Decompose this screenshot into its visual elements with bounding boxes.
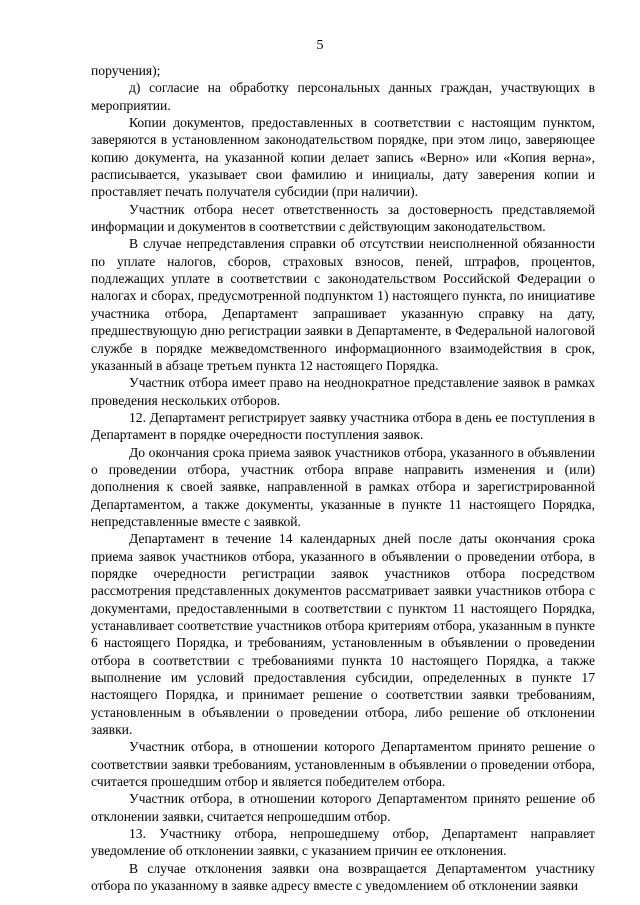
document-body: [91, 62, 595, 895]
paragraph: Участник отбора, в отношении которого Департаментом принято решение о соответствии заявки требованиям, установленным в объявлении о проведении отбора, считается прошедшим отбор и является победителем отбора.: [91, 739, 595, 790]
paragraph: Участник отбора несет ответственность за достоверность представляемой информации и документов в соответствии с действующим законодательством.: [91, 201, 595, 235]
paragraph: 12. Департамент регистрирует заявку участника отбора в день ее поступления в Департамент в порядке очередности поступления заявок.: [91, 409, 595, 443]
paragraph: В случае отклонения заявки она возвращается Департаментом участнику отбора по указанному в заявке адресу вместе с уведомлением об отклонении заявки: [91, 860, 595, 894]
paragraph: Департамент в течение 14 календарных дней после даты окончания срока приема заявок участников отбора, указанного в объявлении о проведении отбора, в порядке очередности регистрации заявок участников отбора посредством рассмотрения представленных документов рассматривает заявки участников отбора с документами, предоставленными в соответствии с пунктом 11 настоящего Порядка, устанавливает соответствие участников отбора критериям отбора, указанным в пункте 6 настоящего Порядка, и требованиям, установленным в объявлении о проведении отбора в соответствии с требованиями пункта 10 настоящего Порядка, а также выполнение им условий предоставления субсидии, определенных в пункте 17 настоящего Порядка, и принимает решение о соответствии заявки требованиям, установленным в объявлении о проведении отбора, либо решение об отклонении заявки.: [91, 531, 595, 738]
paragraph: д) согласие на обработку персональных данных граждан, участвующих в мероприятии.: [91, 80, 595, 113]
paragraph: Участник отбора, в отношении которого Департаментом принято решение об отклонении заявки, считается непрошедшим отбор.: [91, 791, 595, 824]
paragraph: В случае непредставления справки об отсутствии неисполненной обязанности по уплате налогов, сборов, страховых взносов, пеней, штрафов, процентов, подлежащих уплате в соответствии с законодательством Российской Федерации о налогах и сборах, предусмотренной подпунктом 1) настоящего пункта, по инициативе участника отбора, Департамент запрашивает указанную справку на дату, предшествующую дню регистрации заявки в Департаменте, в Федеральной налоговой службе в порядке межведомственного информационного взаимодействия в срок, указанный в абзаце третьем пункта 12 настоящего Порядка.: [91, 236, 595, 373]
paragraph: До окончания срока приема заявок участников отбора, указанного в объявлении о проведении отбора, участник отбора вправе направить изменения и (или) дополнения к своей заявке, направленной в рамках отбора и зарегистрированной Департаментом, а также документы, указанные в пункте 11 настоящего Порядка, непредставленные вместе с заявкой.: [91, 444, 595, 529]
page-number: 5: [316, 38, 324, 53]
paragraph: 13. Участнику отбора, непрошедшему отбор, Департамент направляет уведомление об отклонении заявки, с указанием причин ее отклонения.: [91, 826, 595, 859]
paragraph: Копии документов, предоставленных в соответствии с настоящим пунктом, заверяются в установленном законодательством порядке, при этом лицо, заверяющее копию документа, на указанной копии делает запись «Верно» или «Копия верна», расписывается, указывает свои фамилию и инициалы, дату заверения копии и проставляет печать получателя субсидии (при наличии).: [91, 115, 595, 200]
paragraph: Участник отбора имеет право на неоднократное представление заявок в рамках проведения нескольких отборов.: [91, 375, 595, 408]
paragraph: поручения);: [91, 63, 161, 78]
